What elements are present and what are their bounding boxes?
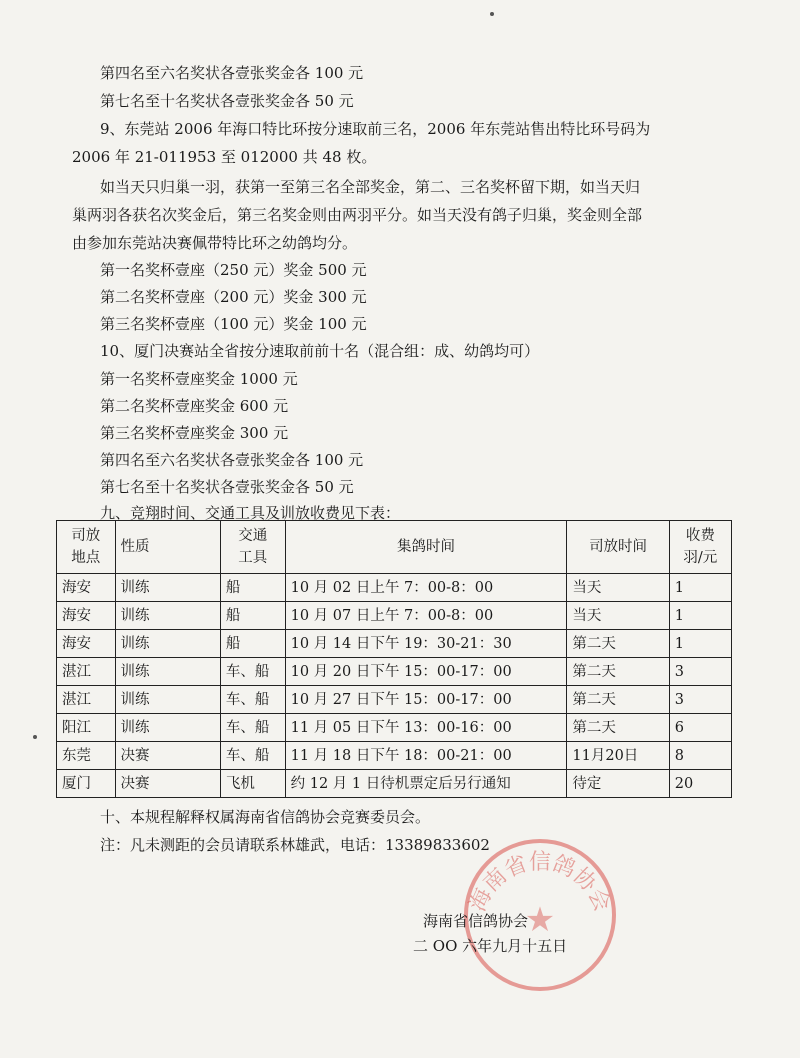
table-row xyxy=(57,574,732,602)
prize-line: 第四名至六名奖状各壹张奖金各 100 元 xyxy=(100,451,364,469)
header-type: 性质 xyxy=(115,521,220,574)
scan-speck xyxy=(33,735,37,739)
prize-line: 第二名奖杯壹座（200 元）奖金 300 元 xyxy=(100,288,367,306)
prize-line: 第二名奖杯壹座奖金 600 元 xyxy=(100,397,289,415)
cell-fee: 1 xyxy=(669,602,731,630)
header-location: 司放 地点 xyxy=(57,521,116,574)
cell-release-time: 11月20日 xyxy=(567,742,669,770)
cell-location: 东莞 xyxy=(57,742,116,770)
cell-release-time: 第二天 xyxy=(567,686,669,714)
table-row xyxy=(57,714,732,742)
cell-type: 训练 xyxy=(115,574,220,602)
signature-date: 二 OO 六年九月十五日 xyxy=(413,937,568,955)
table-row xyxy=(57,742,732,770)
signature-org: 海南省信鸽协会 xyxy=(423,912,529,930)
rule-paragraph: 10、厦门决赛站全省按分速取前前十名（混合组：成、幼鸽均可） xyxy=(100,342,540,360)
prize-line: 第三名奖杯壹座奖金 300 元 xyxy=(100,424,289,442)
cell-release-time: 第二天 xyxy=(567,658,669,686)
cell-fee: 1 xyxy=(669,630,731,658)
header-fee: 收费 羽/元 xyxy=(669,521,731,574)
cell-collect-time: 约 12 月 1 日待机票定后另行通知 xyxy=(285,770,567,798)
cell-type: 训练 xyxy=(115,714,220,742)
cell-fee: 3 xyxy=(669,658,731,686)
rule-paragraph: 2006 年 21-011953 至 012000 共 48 枚。 xyxy=(72,148,377,166)
cell-fee: 1 xyxy=(669,574,731,602)
cell-transport: 船 xyxy=(220,630,285,658)
prize-line: 第七名至十名奖状各壹张奖金各 50 元 xyxy=(100,478,354,496)
cell-collect-time: 11 月 05 日下午 13：00-16：00 xyxy=(285,714,567,742)
cell-collect-time: 11 月 18 日下午 18：00-21：00 xyxy=(285,742,567,770)
cell-collect-time: 10 月 27 日下午 15：00-17：00 xyxy=(285,686,567,714)
cell-transport: 船 xyxy=(220,602,285,630)
note-line: 注：凡未测距的会员请联系林雄武，电话：13389833602 xyxy=(100,836,490,854)
cell-fee: 8 xyxy=(669,742,731,770)
cell-transport: 车、船 xyxy=(220,742,285,770)
cell-release-time: 当天 xyxy=(567,602,669,630)
cell-fee: 6 xyxy=(669,714,731,742)
prize-line: 第七名至十名奖状各壹张奖金各 50 元 xyxy=(100,92,354,110)
prize-line: 第四名至六名奖状各壹张奖金各 100 元 xyxy=(100,64,364,82)
table-row xyxy=(57,770,732,798)
cell-fee: 20 xyxy=(669,770,731,798)
table-header-row xyxy=(57,521,732,574)
cell-location: 海安 xyxy=(57,574,116,602)
cell-location: 厦门 xyxy=(57,770,116,798)
prize-line: 第三名奖杯壹座（100 元）奖金 100 元 xyxy=(100,315,367,333)
schedule-table xyxy=(56,520,732,798)
scan-speck xyxy=(490,12,494,16)
cell-transport: 船 xyxy=(220,574,285,602)
cell-transport: 车、船 xyxy=(220,686,285,714)
cell-location: 湛江 xyxy=(57,658,116,686)
cell-type: 训练 xyxy=(115,630,220,658)
header-transport: 交通 工具 xyxy=(220,521,285,574)
cell-type: 训练 xyxy=(115,602,220,630)
cell-type: 决赛 xyxy=(115,770,220,798)
cell-release-time: 待定 xyxy=(567,770,669,798)
cell-transport: 车、船 xyxy=(220,714,285,742)
rule-paragraph: 由参加东莞站决赛佩带特比环之幼鸽均分。 xyxy=(72,234,358,252)
header-collect-time: 集鸽时间 xyxy=(285,521,567,574)
cell-collect-time: 10 月 14 日下午 19：30-21：30 xyxy=(285,630,567,658)
rule-paragraph: 十、本规程解释权属海南省信鸽协会竞赛委员会。 xyxy=(100,808,431,826)
table-row xyxy=(57,686,732,714)
prize-line: 第一名奖杯壹座（250 元）奖金 500 元 xyxy=(100,261,367,279)
cell-collect-time: 10 月 20 日下午 15：00-17：00 xyxy=(285,658,567,686)
cell-type: 训练 xyxy=(115,686,220,714)
cell-location: 海安 xyxy=(57,602,116,630)
seal-text: 海南省信鸽协会 xyxy=(465,850,615,916)
cell-location: 湛江 xyxy=(57,686,116,714)
cell-type: 决赛 xyxy=(115,742,220,770)
table-row xyxy=(57,630,732,658)
cell-fee: 3 xyxy=(669,686,731,714)
rule-paragraph: 9、东莞站 2006 年海口特比环按分速取前三名，2006 年东莞站售出特比环号码为 xyxy=(100,120,651,138)
cell-release-time: 当天 xyxy=(567,574,669,602)
cell-transport: 车、船 xyxy=(220,658,285,686)
cell-release-time: 第二天 xyxy=(567,630,669,658)
rule-paragraph: 巢两羽各获名次奖金后，第三名奖金则由两羽平分。如当天没有鸽子归巢，奖金则全部 xyxy=(72,206,643,224)
table-row xyxy=(57,658,732,686)
cell-transport: 飞机 xyxy=(220,770,285,798)
cell-type: 训练 xyxy=(115,658,220,686)
table-row xyxy=(57,602,732,630)
cell-release-time: 第二天 xyxy=(567,714,669,742)
header-release-time: 司放时间 xyxy=(567,521,669,574)
prize-line: 第一名奖杯壹座奖金 1000 元 xyxy=(100,370,298,388)
cell-location: 阳江 xyxy=(57,714,116,742)
cell-location: 海安 xyxy=(57,630,116,658)
cell-collect-time: 10 月 02 日上午 7：00-8：00 xyxy=(285,574,567,602)
seal-star-icon: ★ xyxy=(524,900,556,940)
section-heading: 九、竞翔时间、交通工具及训放收费见下表： xyxy=(100,504,401,522)
rule-paragraph: 如当天只归巢一羽，获第一至第三名全部奖金，第二、三名奖杯留下期，如当天归 xyxy=(100,178,641,196)
cell-collect-time: 10 月 07 日上午 7：00-8：00 xyxy=(285,602,567,630)
